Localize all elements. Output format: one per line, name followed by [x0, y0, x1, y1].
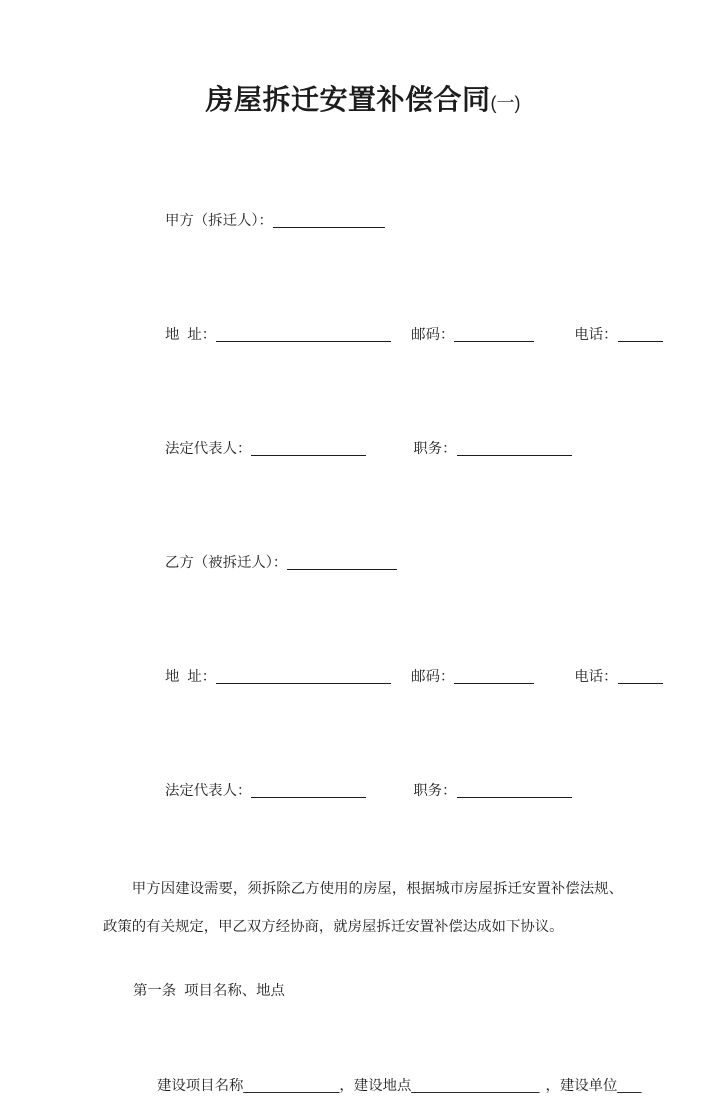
party-a-legal-rep-label: 法定代表人：	[165, 441, 252, 457]
document-title	[103, 84, 623, 119]
party-fields-section	[103, 191, 623, 821]
party-a-address-blank	[216, 327, 391, 342]
party-b-phone-blank	[618, 669, 663, 684]
party-b-row	[133, 533, 623, 593]
article-1-heading: 第一条 项目名称、地点	[133, 983, 285, 999]
intro-paragraph: 甲方因建设需要，须拆除乙方使用的房屋，根据城市房屋拆迁安置补偿法规、政策的有关规定，甲乙双方经协商，就房屋拆迁安置补偿达成如下协议。	[103, 881, 623, 935]
party-b-legal-rep-label: 法定代表人：	[165, 783, 252, 799]
party-b-postcode-label: 邮码：	[411, 669, 455, 685]
party-a-position-label: 职务：	[413, 441, 457, 457]
party-a-position-blank	[457, 441, 572, 456]
party-a-row	[133, 191, 623, 251]
party-a-label: 甲方（拆迁人）：	[165, 213, 273, 229]
party-b-legal-rep-blank	[251, 783, 366, 798]
party-a-address-label: 地 址：	[165, 327, 217, 343]
party-b-postcode-blank	[454, 669, 534, 684]
construction-location-label: ，建设地点	[339, 1078, 412, 1094]
party-b-position-label: 职务：	[413, 783, 457, 799]
party-b-name-blank	[287, 555, 397, 570]
construction-unit-label: ，建设单位	[545, 1078, 618, 1094]
party-a-postcode-blank	[454, 327, 534, 342]
party-a-legal-rep-blank	[251, 441, 366, 456]
article-1-project-line	[133, 1056, 642, 1116]
party-b-legal-rep-row	[133, 761, 623, 821]
party-b-phone-label: 电话：	[574, 669, 618, 685]
party-b-address-label: 地 址：	[165, 669, 217, 685]
project-name-blank: ____________	[243, 1078, 340, 1094]
party-a-address-row	[133, 305, 623, 365]
party-a-name-blank	[273, 213, 385, 228]
party-b-address-blank	[216, 669, 391, 684]
party-b-address-row	[133, 647, 623, 707]
project-name-label: 建设项目名称	[157, 1078, 244, 1094]
party-a-postcode-label: 邮码：	[411, 327, 455, 343]
document-title-text: 房屋拆迁安置补偿合同	[205, 84, 491, 115]
construction-location-blank: ________________	[411, 1078, 540, 1094]
party-a-legal-rep-row	[133, 419, 623, 479]
party-a-phone-label: 电话：	[574, 327, 618, 343]
party-b-label: 乙方（被拆迁人）：	[165, 555, 288, 571]
party-a-phone-blank	[618, 327, 663, 342]
document-title-suffix: (一)	[490, 93, 521, 113]
party-b-position-blank	[457, 783, 572, 798]
construction-unit-blank: ___	[617, 1078, 642, 1094]
